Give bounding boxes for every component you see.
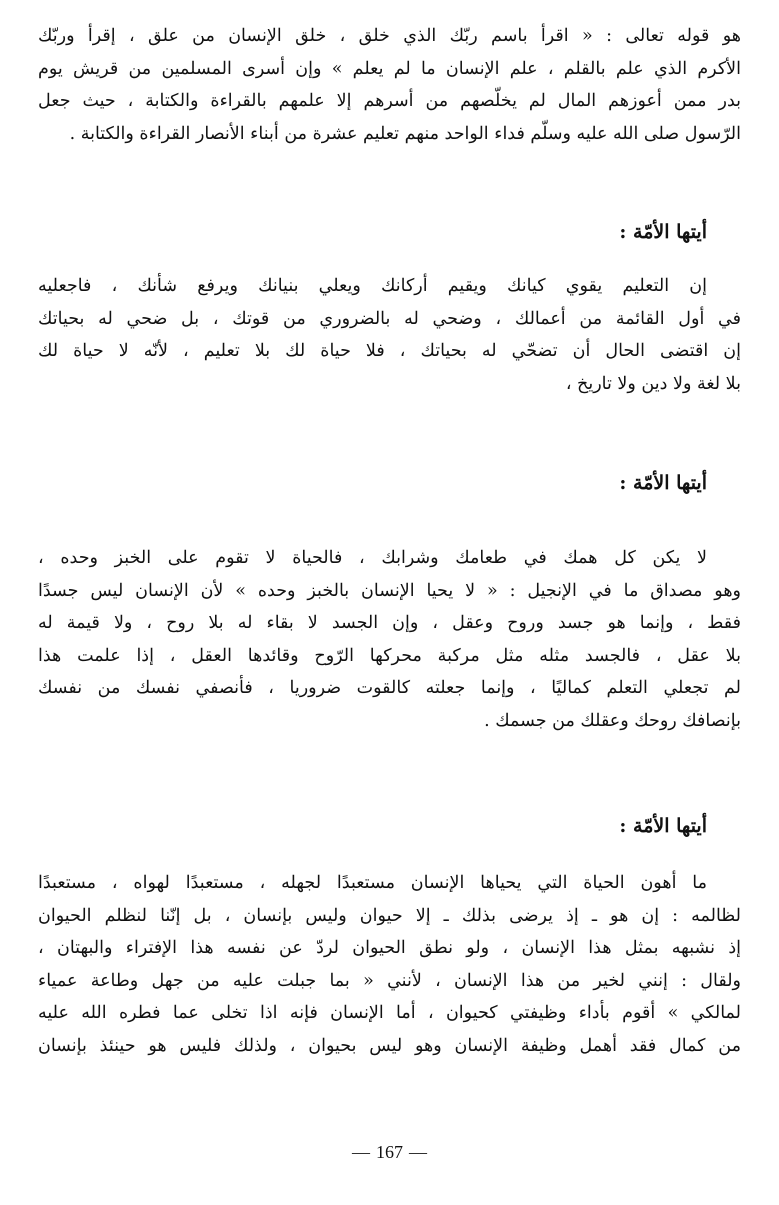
- text-line: في أول القائمة من أعمالك ، وضحي له بالضروري من قوتك ، بل ضحي له بحياتك: [38, 308, 741, 329]
- dash-right: —: [409, 1142, 427, 1162]
- text-line: بدر ممن أعوزهم المال لم يخلّصهم من أسرهم إلا علمهم بالقراءة والكتابة ، حيث جعل: [38, 91, 741, 111]
- text-line: هو قوله تعالى : « اقرأ باسم ربّك الذي خلق ، خلق الإنسان من علق ، إقرأ وربّك: [38, 26, 741, 46]
- text-line: بلا عقل ، فالجسد مثله مثل مركبة محركها الرّوح وقائدها العقل ، إذا علمت هذا: [38, 645, 741, 666]
- paragraph-3: [38, 542, 741, 737]
- text-line: الرّسول صلى الله عليه وسلّم فداء الواحد منهم تعليم عشرة من أبناء الأنصار القراءة والكتابة .: [69, 123, 741, 144]
- paragraph-1: [38, 20, 741, 150]
- text-line: إن التعليم يقوي كيانك ويقيم أركانك ويعلي بنيانك ويرفع شأنك ، فاجعليه: [38, 276, 707, 296]
- text-line: إن اقتضى الحال أن تضحّي له بحياتك ، فلا حياة لك بلا تعليم ، لأنّه لا حياة لك: [38, 341, 741, 361]
- dash-left: —: [352, 1142, 370, 1162]
- text-line: ما أهون الحياة التي يحياها الإنسان مستعبدًا لجهله ، مستعبدًا لهواه ، مستعبدًا: [38, 873, 707, 893]
- text-line: ولقال : إنني لخير من هذا الإنسان ، لأنني « بما جبلت عليه من جهل وطاعة عمياء: [38, 970, 741, 991]
- text-line: لا يكن كل همك في طعامك وشرابك ، فالحياة لا تقوم على الخبز وحده ،: [38, 548, 707, 568]
- text-line: لظالمه : إن هو ـ إذ يرضى بذلك ـ إلا حيوان وليس بإنسان ، بل إنّنا لنظلم الحيوان: [38, 905, 741, 926]
- text-line: فقط ، وإنما هو جسد وروح وعقل ، وإن الجسد لا بقاء له بلا روح ، ولا قيمة له: [38, 613, 741, 633]
- page-number: [0, 1142, 779, 1163]
- text-line: إذ نشبهه بمثل هذا الإنسان ، ولو نطق الحيوان لردّ عن نفسه هذا الإفتراء والبهتان ،: [38, 938, 741, 958]
- section-heading: أيتها الأمّة :: [619, 221, 707, 243]
- text-line: الأكرم الذي علم بالقلم ، علم الإنسان ما لم يعلم » وإن أسرى المسلمين من قريش يوم: [38, 58, 741, 79]
- paragraph-4: [38, 867, 741, 1062]
- paragraph-2: [38, 270, 741, 400]
- text-line: لمالكي » أقوم بأداء وظيفتي كحيوان ، أما الإنسان فإنه اذا تخلى عما فطره الله عليه: [38, 1003, 741, 1023]
- text-line: من كمال فقد أهمل وظيفة الإنسان وهو ليس بحيوان ، ولذلك فليس هو حينئذ بإنسان: [38, 1035, 741, 1056]
- page-number-value: 167: [376, 1142, 403, 1162]
- text-line: لم تجعلي التعلم كماليًا ، وإنما جعلته كالقوت ضروريا ، فأنصفي نفسك من نفسك: [38, 678, 741, 698]
- text-line: وهو مصداق ما في الإنجيل : « لا يحيا الإنسان بالخبز وحده » لأن الإنسان ليس جسدًا: [38, 580, 741, 601]
- section-heading: أيتها الأمّة :: [619, 815, 707, 837]
- section-heading: أيتها الأمّة :: [619, 472, 707, 494]
- text-line: بلا لغة ولا دين ولا تاريخ ،: [565, 373, 741, 394]
- text-line: بإنصافك روحك وعقلك من جسمك .: [484, 710, 741, 731]
